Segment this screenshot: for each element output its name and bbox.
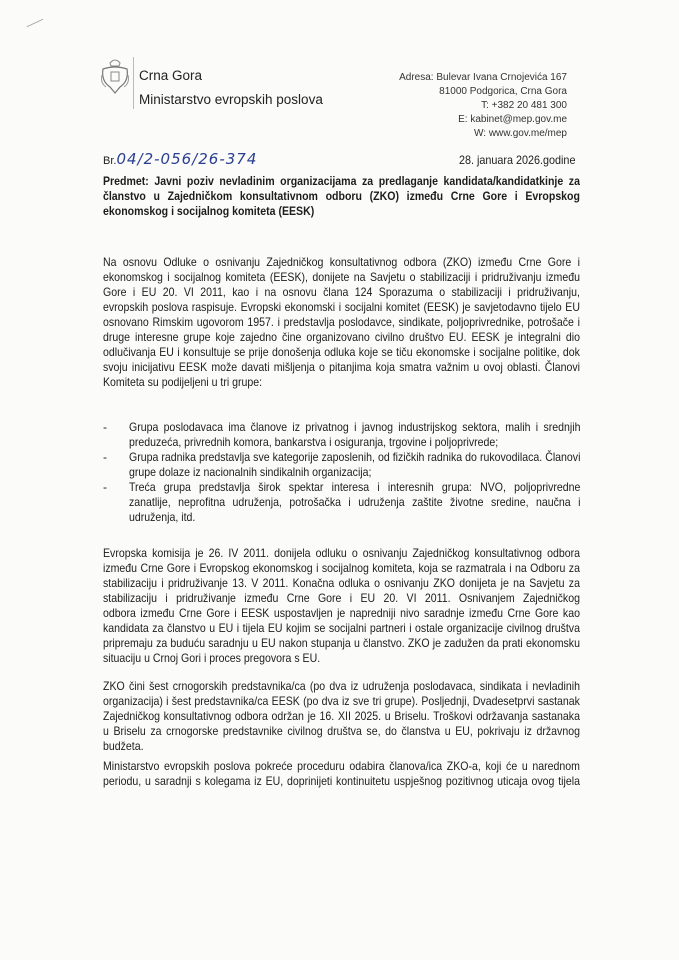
text-line: pripremaju za buduću saradnju u EU nakon stupanja u članstvo. ZKO je zadužen da prati ekonomsku — [103, 636, 580, 650]
header-divider — [133, 57, 134, 109]
bullet-dash: - — [103, 480, 107, 494]
bullet-dash: - — [103, 420, 107, 434]
email-line: E: kabinet@mep.gov.me — [458, 114, 567, 125]
reference-number — [103, 150, 257, 168]
text-line: odbora između Crne Gore i EESK uspostavljen je napredniji nivo saradnje između Crne Gore kao — [103, 606, 580, 620]
text-line: odlučivanja EU i konsultuje se prije donošenja odluka koje se tiču ekonomske i socijalne politike, dok — [103, 345, 580, 359]
website-line: W: www.gov.me/mep — [474, 128, 567, 139]
document-date: 28. januara 2026.godine — [458, 153, 575, 167]
address-line: Adresa: Bulevar Ivana Crnojevića 167 — [399, 72, 567, 83]
text-line: ZKO čini šest crnogorskih predstavnika/ca (po dva iz udruženja poslodavaca, sindikata i nevladinih — [103, 679, 580, 693]
text-line: ekonomskog i socijalnog komiteta (EESK), donijete na Savjetu o stabilizaciji i pridruživanju između — [103, 270, 580, 284]
text-line: Ministarstvo evropskih poslova pokreće proceduru odabira članova/ica ZKO-a, koji će u narednom — [103, 759, 580, 773]
org-country: Crna Gora — [139, 68, 203, 83]
text-line: Grupa radnika predstavlja sve kategorije zaposlenih, od fizičkih radnika do rukovodilaca. Članovi — [129, 450, 581, 464]
address-block — [399, 71, 567, 141]
text-line: druge interesne grupe koje zajedno čine organizovano civilno društvo EU. EESK je integralni dio — [103, 330, 580, 344]
text-line: organizacija) i šest predstavnika/ca EESK (po dva iz sve tri grupe). Posljednji, Dvadesetprvi sastanak — [103, 694, 580, 708]
text-line: zanatlije, neprofitna udruženja, potrošačka i udruženja zaštite životne sredine, naučna i — [129, 495, 581, 509]
text-line: Komiteta su podijeljeni u tri grupe: — [103, 375, 263, 389]
org-ministry: Ministarstvo evropskih poslova — [139, 92, 323, 107]
paragraph-3 — [103, 679, 580, 754]
text-line: budžeta. — [103, 739, 144, 753]
text-line: preduzeća, privrednih komora, bankarstva i osiguranja, trgovine i poljoprivrede; — [129, 435, 499, 449]
text-line: osnovano Rimskim ugovorom 1957. i predstavlja poslodavce, sindikate, poljoprivrednike, potrošače i — [103, 315, 580, 329]
text-line: Na osnovu Odluke o osnivanju Zajedničkog konsultativnog odbora (ZKO) između Crne Gore i — [103, 255, 580, 269]
text-line: Zajedničkog konsultativnog odbora održan je 16. XII 2025. u Briselu. Troškovi održavanja sastanaka — [103, 709, 580, 723]
text-line: Grupa poslodavaca ima članove iz privatnog i javnog industrijskog sektora, malih i srednjih — [129, 420, 581, 434]
subject — [103, 174, 580, 219]
reference-prefix: Br. — [103, 155, 117, 167]
text-line: Evropska komisija je 26. IV 2011. donijela odluku o osnivanju Zajedničkog konsultativnog odbora — [103, 546, 580, 560]
text-line: evropskih poslova raspisuje. Evropski ekonomski i socijalni komitet (EESK) je savjetodavno tijelo EU — [103, 300, 580, 314]
text-line: između Crne Gore i Evropskog ekonomskog i socijalnog komiteta, koja se razmatrala i na Odboru za — [103, 561, 580, 575]
reference-handwritten: 04/2-056/26-374 — [116, 150, 258, 168]
text-line: kandidata za članstvo u EU i tijela EU kojim se socijalni partneri i ostale organizacije civilnog društva — [103, 621, 580, 635]
subject-line: članstvo u Zajedničkom konsultativnom odboru (ZKO) između Crne Gore i Evropskog — [103, 189, 580, 203]
subject-line: Predmet: Javni poziv nevladinim organizacijama za predlaganje kandidata/kandidatkinje za — [103, 174, 580, 188]
text-line: Treća grupa predstavlja širok spektar interesa i interesnih grupa: NVO, poljoprivredne — [129, 480, 581, 494]
scan-mark — [27, 19, 48, 37]
paragraph-1 — [103, 255, 580, 390]
paragraph-2 — [103, 546, 580, 666]
text-line: udruženja, itd. — [129, 510, 196, 524]
city-line: 81000 Podgorica, Crna Gora — [439, 86, 567, 97]
text-line: u Briselu za crnogorske predstavnike civilnog društva se, do članstva u EU, pokrivaju iz državnog — [103, 724, 580, 738]
coat-of-arms-logo — [100, 57, 130, 97]
subject-line: ekonomskog i socijalnog komiteta (EESK) — [103, 204, 315, 218]
text-line: situaciju u Crnoj Gori i proces pregovora s EU. — [103, 651, 321, 665]
text-line: grupe dolaze iz nacionalnih sindikalnih organizacija; — [129, 465, 372, 479]
text-line: periodu, u saradnji s kolegama iz EU, doprinijeti kontinuitetu uspješnog pozitivnog uticaja ovog tijela — [103, 774, 580, 788]
text-line: svoju inicijativu EESK može davati mišljenja o pitanjima koja smatra važnim u ovoj oblasti. Članovi — [103, 360, 580, 374]
text-line: Gore i EU 20. VI 2011, kao i na osnovu člana 124 Sporazuma o stabilizaciji i pridruživanju, — [103, 285, 580, 299]
phone-line: T: +382 20 481 300 — [481, 100, 567, 111]
text-line: stabilizaciju i pridruživanje između Crne Gore i EU 20. VI 2011. Osnivanjem Zajedničkog — [103, 591, 580, 605]
paragraph-4 — [103, 759, 580, 789]
text-line: stabilizaciju i pridruživanje 13. V 2011. Konačna odluka o osnivanju ZKO donijeta je na Savjetu za — [103, 576, 580, 590]
bullet-dash: - — [103, 450, 107, 464]
group-list — [103, 420, 580, 540]
